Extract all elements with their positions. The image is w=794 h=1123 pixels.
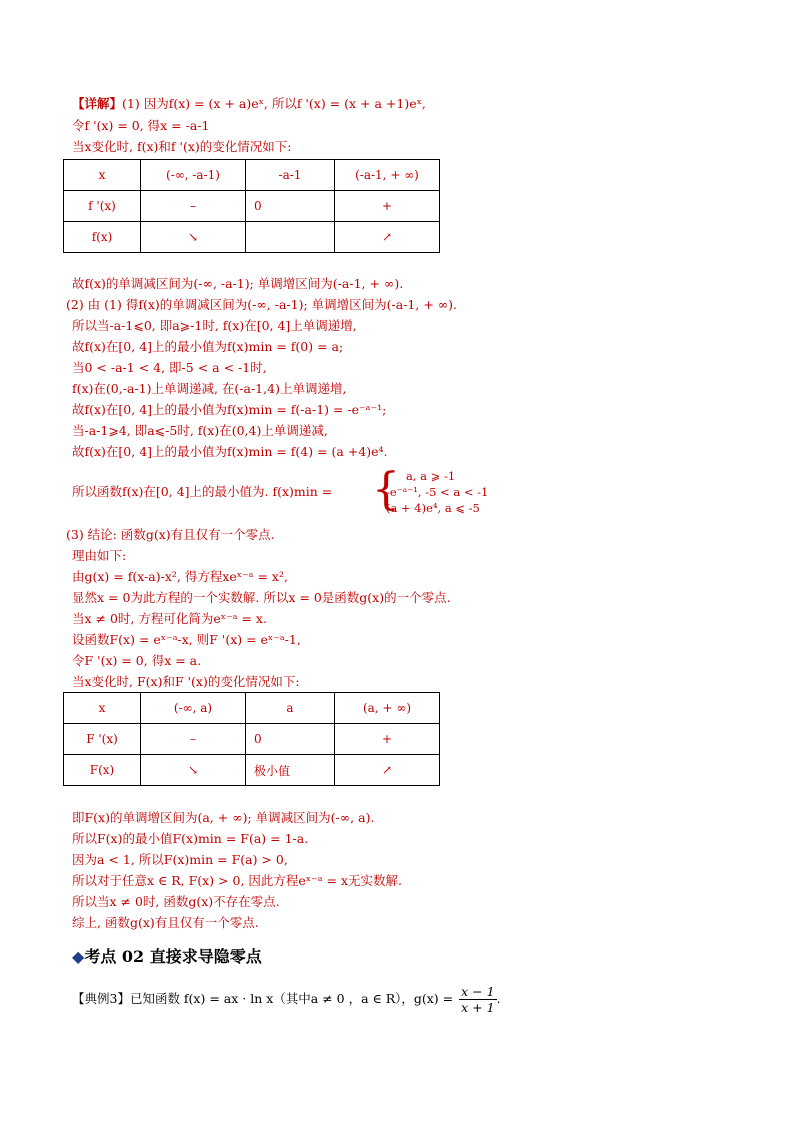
part3-line-5: 当x ≠ 0时, 方程可化简为eˣ⁻ᵃ = x. — [72, 611, 267, 626]
table-cell: (-∞, -a-1) — [141, 160, 246, 191]
part2-line-3: 故f(x)在[0, 4]上的最小值为f(x)min = f(0) = a; — [72, 339, 344, 354]
table-cell: f(x) — [64, 222, 141, 253]
piecewise-cases — [386, 468, 488, 516]
piecewise-case-1: a, a ⩾ -1 — [406, 469, 456, 483]
part3-line-1: (3) 结论: 函数g(x)有且仅有一个零点. — [66, 527, 275, 542]
part2-line-4: 当0 < -a-1 < 4, 即-5 < a < -1时, — [72, 360, 267, 375]
table-cell: – — [141, 724, 246, 755]
diamond-icon: ◆ — [72, 947, 85, 966]
table-cell: ↗ — [335, 755, 440, 786]
table-cell — [246, 222, 335, 253]
part2-line-1: (2) 由 (1) 得f(x)的单调减区间为(-∞, -a-1); 单调增区间为(-a-1, + ∞). — [66, 297, 458, 312]
part3-end-line-2: 所以F(x)的最小值F(x)min = F(a) = 1-a. — [72, 831, 309, 846]
solution-text-1: (1) 因为f(x) = (x + a)eˣ, 所以f '(x) = (x + a +1)eˣ, — [122, 96, 426, 111]
part3-line-6: 设函数F(x) = eˣ⁻ᵃ-x, 则F '(x) = eˣ⁻ᵃ-1, — [72, 632, 301, 647]
table-cell: x — [64, 693, 141, 724]
solution-line-1 — [72, 96, 426, 112]
part2-line-6: 故f(x)在[0, 4]上的最小值为f(x)min = f(-a-1) = -e⁻ᵃ⁻¹; — [72, 402, 387, 417]
part3-end-line-4: 所以对于任意x ∈ R, F(x) > 0, 因此方程eˣ⁻ᵃ = x无实数解. — [72, 873, 402, 888]
table-row — [64, 693, 440, 724]
part2-line-9: 所以函数f(x)在[0, 4]上的最小值为. f(x)min = — [72, 484, 333, 499]
part3-line-2: 理由如下: — [72, 548, 127, 563]
table-row — [64, 755, 440, 786]
part3-end-line-1: 即F(x)的单调增区间为(a, + ∞); 单调减区间为(-∞, a). — [72, 810, 375, 825]
example-3 — [72, 984, 501, 1015]
table-cell: x — [64, 160, 141, 191]
section-title: 考点 02 直接求导隐零点 — [84, 947, 262, 966]
fraction-denominator: x + 1 — [461, 1000, 495, 1015]
table-cell: ↘ — [141, 222, 246, 253]
table-cell: – — [141, 191, 246, 222]
variation-table-2 — [63, 692, 440, 786]
example-label: 【典例3】 — [72, 991, 130, 1006]
table-cell: -a-1 — [246, 160, 335, 191]
table-cell: 极小值 — [246, 755, 335, 786]
part3-end-line-3: 因为a < 1, 所以F(x)min = F(a) > 0, — [72, 852, 288, 867]
part2-line-8: 故f(x)在[0, 4]上的最小值为f(x)min = f(4) = (a +4)e⁴. — [72, 444, 388, 459]
solution-label: 【详解】 — [72, 96, 123, 111]
part1-conclusion: 故f(x)的单调减区间为(-∞, -a-1); 单调增区间为(-a-1, + ∞). — [72, 276, 404, 291]
brace-icon: { — [372, 464, 400, 515]
table-row — [64, 191, 440, 222]
solution-line-2: 令f '(x) = 0, 得x = -a-1 — [72, 118, 210, 133]
table-cell: + — [335, 724, 440, 755]
table-cell: ↘ — [141, 755, 246, 786]
solution-line-3: 当x变化时, f(x)和f '(x)的变化情况如下: — [72, 139, 292, 154]
part3-end-line-5: 所以当x ≠ 0时, 函数g(x)不存在零点. — [72, 894, 280, 909]
piecewise-case-2: -e⁻ᵃ⁻¹, -5 < a < -1 — [386, 485, 489, 499]
part3-line-3: 由g(x) = f(x-a)-x², 得方程xeˣ⁻ᵃ = x², — [72, 569, 288, 584]
table-row — [64, 222, 440, 253]
part3-line-8: 当x变化时, F(x)和F '(x)的变化情况如下: — [72, 674, 300, 689]
part2-line-7: 当-a-1⩾4, 即a⩽-5时, f(x)在(0,4)上单调递减, — [72, 423, 328, 438]
table-cell: ↗ — [335, 222, 440, 253]
table-cell: F(x) — [64, 755, 141, 786]
part3-line-4: 显然x = 0为此方程的一个实数解. 所以x = 0是函数g(x)的一个零点. — [72, 590, 451, 605]
table-row — [64, 724, 440, 755]
table-cell: (-a-1, + ∞) — [335, 160, 440, 191]
part2-line-2: 所以当-a-1⩽0, 即a⩾-1时, f(x)在[0, 4]上单调递增, — [72, 318, 357, 333]
table-cell: (a, + ∞) — [335, 693, 440, 724]
part3-line-7: 令F '(x) = 0, 得x = a. — [72, 653, 202, 668]
part2-line-5: f(x)在(0,-a-1)上单调递减, 在(-a-1,4)上单调递增, — [72, 381, 347, 396]
section-heading — [72, 944, 262, 967]
table-cell: f '(x) — [64, 191, 141, 222]
variation-table-1 — [63, 159, 440, 253]
table-cell: 0 — [246, 724, 335, 755]
fraction-numerator: x − 1 — [461, 984, 495, 999]
example-tail: . — [496, 991, 501, 1006]
table-cell: F '(x) — [64, 724, 141, 755]
table-cell: 0 — [246, 191, 335, 222]
piecewise-case-3: (a + 4)e⁴, a ⩽ -5 — [386, 501, 480, 515]
part3-end-line-6: 综上, 函数g(x)有且仅有一个零点. — [72, 915, 259, 930]
table-cell: a — [246, 693, 335, 724]
table-row — [64, 160, 440, 191]
example-text: 已知函数 f(x) = ax · ln x（其中a ≠ 0 ，a ∈ R），g(x) = — [129, 991, 454, 1006]
fraction — [459, 984, 496, 1015]
table-cell: + — [335, 191, 440, 222]
table-cell: (-∞, a) — [141, 693, 246, 724]
